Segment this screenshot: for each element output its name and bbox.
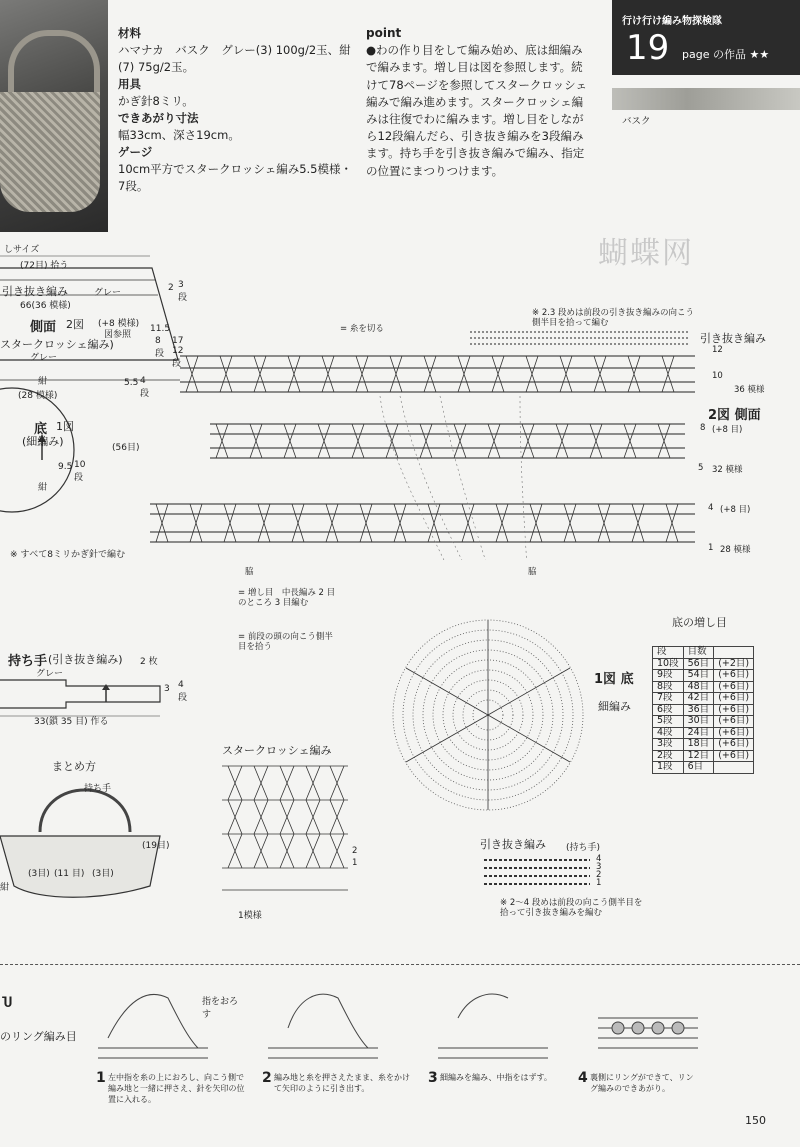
- table-cell: (+2目): [714, 658, 754, 670]
- side-label: 側面: [30, 320, 57, 335]
- handle-title: 持ち手: [8, 654, 48, 669]
- ring-icon: Ⴎ: [2, 996, 13, 1011]
- side-mark-right: 脇: [528, 567, 537, 577]
- section-divider: [0, 964, 800, 965]
- sc-label: (細編み): [22, 435, 64, 448]
- table-cell: 1段: [653, 762, 684, 774]
- table-cell: 3段: [653, 739, 684, 751]
- gauge-text: 10cm平方でスタークロッシェ編み5.5模様・7段。: [118, 162, 352, 193]
- yarn-label: バスク: [622, 116, 651, 127]
- row1-label: 1: [708, 543, 714, 553]
- table-cell: 7段: [653, 693, 684, 705]
- table-cell: 30目: [683, 716, 714, 728]
- back-loop-legend: = 前段の頭の向こう側半目を拾う: [238, 632, 333, 652]
- side-stitch-chart: [140, 320, 800, 560]
- height-3-unit: 段: [178, 293, 188, 303]
- height-5-5: 5.5: [124, 378, 139, 388]
- chart-slip-label: 引き抜き編み: [700, 332, 766, 345]
- height-4: 4: [140, 376, 146, 386]
- table-row: [653, 693, 754, 705]
- table-cell: 56目: [683, 658, 714, 670]
- star-chart: [218, 760, 358, 900]
- handle-h3: 3: [164, 684, 170, 694]
- cut-legend: = 糸を切る: [340, 324, 384, 334]
- row12-label: 12: [712, 345, 723, 355]
- finish-c3b: (3目): [92, 869, 114, 879]
- table-row: [653, 716, 754, 728]
- table-row: [653, 750, 754, 762]
- row4-label: 4: [708, 503, 714, 513]
- row8-note: (+8 目): [712, 425, 743, 435]
- star-chart-title: スタークロッシェ編み: [222, 744, 332, 757]
- finger-note: 指をおろす: [202, 997, 239, 1020]
- point-block: [366, 25, 591, 180]
- navy-label-2: 紺: [38, 483, 48, 493]
- step-3-num: 3: [428, 1070, 438, 1086]
- table-cell: (+6目): [714, 739, 754, 751]
- increase-legend: = 増し目 中長編み 2 目のところ 3 目編む: [238, 588, 336, 608]
- page-ref-number: 19: [626, 28, 670, 68]
- slip-note: ※ 2〜4 段めは前段の向こう側半目を拾って引き抜き編みを編む: [500, 898, 643, 918]
- table-row: [653, 762, 754, 774]
- slip-row4: 4: [596, 854, 602, 864]
- row8-label: 8: [700, 423, 706, 433]
- point-title: point: [366, 26, 402, 40]
- row10-label: 10: [712, 371, 723, 381]
- grey-label: グレー: [94, 288, 122, 298]
- slip-chart-title: 引き抜き編み: [480, 838, 546, 851]
- table-cell: 24目: [683, 727, 714, 739]
- table-cell: 36目: [683, 704, 714, 716]
- slip-row2: 2: [596, 870, 602, 880]
- rows-10: 10: [74, 460, 86, 470]
- height-12-unit: 段: [172, 359, 182, 369]
- watermark: 蝴蝶网: [598, 236, 694, 271]
- fig1-label: 1図: [56, 420, 74, 433]
- finish-handle-label: 持ち手: [84, 784, 112, 794]
- handle-length: 33(鎖 35 目) 作る: [34, 717, 109, 727]
- table-header: [714, 647, 754, 659]
- table-cell: 5段: [653, 716, 684, 728]
- table-cell: 2段: [653, 750, 684, 762]
- finish-c19: (19目): [142, 841, 170, 851]
- step-4-num: 4: [578, 1070, 588, 1086]
- table-cell: (+6目): [714, 750, 754, 762]
- step-2-text: 編み地と糸を押さえたまま、糸をかけて矢印のように引き出す。: [274, 1073, 410, 1093]
- row10-note: 36 模様: [734, 385, 765, 395]
- table-cell: (+6目): [714, 681, 754, 693]
- slip-chart-sub: (持ち手): [566, 843, 601, 853]
- step-2-num: 2: [262, 1070, 272, 1086]
- table-cell: 6目: [683, 762, 714, 774]
- fig2-side-label: 2図 側面: [708, 408, 761, 423]
- materials-title: 材料: [118, 26, 141, 40]
- step-1-text: 左中指を糸の上におろし、向こう側で編み地と一緒に押さえ、針を矢印の位置に入れる。: [108, 1073, 245, 1104]
- table-cell: 10段: [653, 658, 684, 670]
- yarn-swatch: [612, 88, 800, 110]
- slip-label: 引き抜き編み: [2, 285, 68, 298]
- product-photo: [0, 0, 108, 232]
- table-row: [653, 681, 754, 693]
- finish-navy: 紺: [0, 883, 10, 893]
- table-cell: 48目: [683, 681, 714, 693]
- handle-count: 2 枚: [140, 657, 158, 667]
- size-title: できあがり寸法: [118, 111, 199, 125]
- materials-text: ハマナカ バスク グレー(3) 100g/2玉、紺(7) 75g/2玉。: [118, 43, 351, 74]
- table-cell: 42目: [683, 693, 714, 705]
- count-28: (28 模様): [18, 391, 58, 401]
- point-text: ●わの作り目をして編み始め、底は細編みで編みます。増し目は図を参照します。続けて78ページを参照してスタークロッシェ編みで編み進めます。スタークロッシェ編みは往復でわに編みます。増し目をしながら12段編んだら、引き抜き編みを3段編みます。持ち手を引き抜き編みで編み、指定の位置にまつりつけます。: [366, 43, 587, 178]
- table-cell: 12目: [683, 750, 714, 762]
- row5-label: 5: [698, 463, 704, 473]
- star-row2: 2: [352, 846, 358, 856]
- page-ref-suffix: page の作品 ★★: [682, 48, 770, 61]
- table-cell: (+6目): [714, 716, 754, 728]
- slip-row1: 1: [596, 878, 602, 888]
- table-row: [653, 739, 754, 751]
- project-header: [612, 0, 800, 75]
- handle-h-unit: 段: [178, 693, 188, 703]
- step-3-text: 細編みを編み、中指をはずす。: [440, 1073, 552, 1082]
- finish-c3a: (3目): [28, 869, 50, 879]
- rows-10-unit: 段: [74, 473, 84, 483]
- bag-image: [0, 92, 100, 212]
- table-cell: 18目: [683, 739, 714, 751]
- table-row: [653, 727, 754, 739]
- needle-note: ※ すべて8ミリかぎ針で編む: [10, 550, 125, 560]
- row5-note: 32 模様: [712, 465, 743, 475]
- height-8: 8: [155, 336, 161, 346]
- steps-title: のリング編み目: [0, 1030, 77, 1043]
- table-cell: (+6目): [714, 670, 754, 682]
- tools-title: 用具: [118, 77, 141, 91]
- size-label: しサイズ: [4, 245, 40, 255]
- bottom-round-chart: [388, 600, 588, 830]
- slip-row3: 3: [596, 862, 602, 872]
- page-number: 150: [745, 1114, 766, 1127]
- table-row: [653, 658, 754, 670]
- side-mark-left: 脇: [245, 567, 254, 577]
- row1-note: 28 模様: [720, 545, 751, 555]
- table-row: [653, 670, 754, 682]
- navy-label: 紺: [38, 377, 48, 387]
- handle-sub: (引き抜き編み): [48, 653, 123, 666]
- size-text: 幅33cm、深さ19cm。: [118, 128, 240, 142]
- table-cell: 54目: [683, 670, 714, 682]
- finish-title: まとめ方: [52, 760, 96, 773]
- table-row: [653, 704, 754, 716]
- step-illustrations: [88, 978, 798, 1068]
- table-cell: 4段: [653, 727, 684, 739]
- fig2-label: 2図: [66, 318, 84, 331]
- sc-chart-label: 細編み: [598, 700, 631, 713]
- table-cell: 9段: [653, 670, 684, 682]
- ref-label: 図参照: [104, 330, 132, 340]
- height-17: 17: [172, 336, 184, 346]
- width-66: 66(36 模様): [20, 301, 71, 311]
- height-3: 3: [178, 280, 184, 290]
- fig1-bottom-label: 1図 底: [594, 672, 634, 687]
- bottom-label: 底: [34, 422, 48, 437]
- table-cell: 6段: [653, 704, 684, 716]
- increase-table-title: 底の増し目: [672, 616, 727, 629]
- star-motif: 1模様: [238, 911, 262, 921]
- height-4-unit: 段: [140, 389, 150, 399]
- table-header: 段: [653, 647, 684, 659]
- materials-block: [118, 25, 358, 195]
- height-2: 2: [168, 283, 174, 293]
- count-56: (56目): [112, 443, 140, 453]
- handle-h4: 4: [178, 680, 184, 690]
- gauge-title: ゲージ: [118, 145, 153, 159]
- table-cell: (+6目): [714, 693, 754, 705]
- series-title: 行け行け編み物探検隊: [622, 16, 722, 27]
- finish-c11: (11 目): [54, 869, 85, 879]
- plus8-label: (+8 模様): [98, 319, 140, 329]
- tools-text: かぎ針8ミリ。: [118, 94, 194, 108]
- handle-grey: グレー: [36, 669, 64, 679]
- height-11-5: 11.5: [150, 324, 171, 334]
- table-cell: (+6目): [714, 727, 754, 739]
- slip-chart: [480, 854, 610, 890]
- star-row1: 1: [352, 858, 358, 868]
- grey-label-2: グレー: [30, 353, 58, 363]
- height-12: 12: [172, 346, 184, 356]
- step-1-num: 1: [96, 1070, 106, 1086]
- table-cell: (+6目): [714, 704, 754, 716]
- top-count: (72目) 拾う: [20, 261, 69, 271]
- increase-table: [652, 646, 754, 774]
- table-header: 目数: [683, 647, 714, 659]
- step-4-text: 裏側にリングができて、リング編みのできあがり。: [590, 1073, 694, 1093]
- row4-note: (+8 目): [720, 505, 751, 515]
- radius-9-5: 9.5: [58, 462, 73, 472]
- table-cell: 8段: [653, 681, 684, 693]
- height-8-unit: 段: [155, 349, 165, 359]
- row23-note: ※ 2.3 段めは前段の引き抜き編みの向こう側半目を拾って編む: [532, 308, 695, 328]
- table-header-row: [653, 647, 754, 659]
- star-label: スタークロッシェ編み): [0, 338, 114, 351]
- table-cell: [714, 762, 754, 774]
